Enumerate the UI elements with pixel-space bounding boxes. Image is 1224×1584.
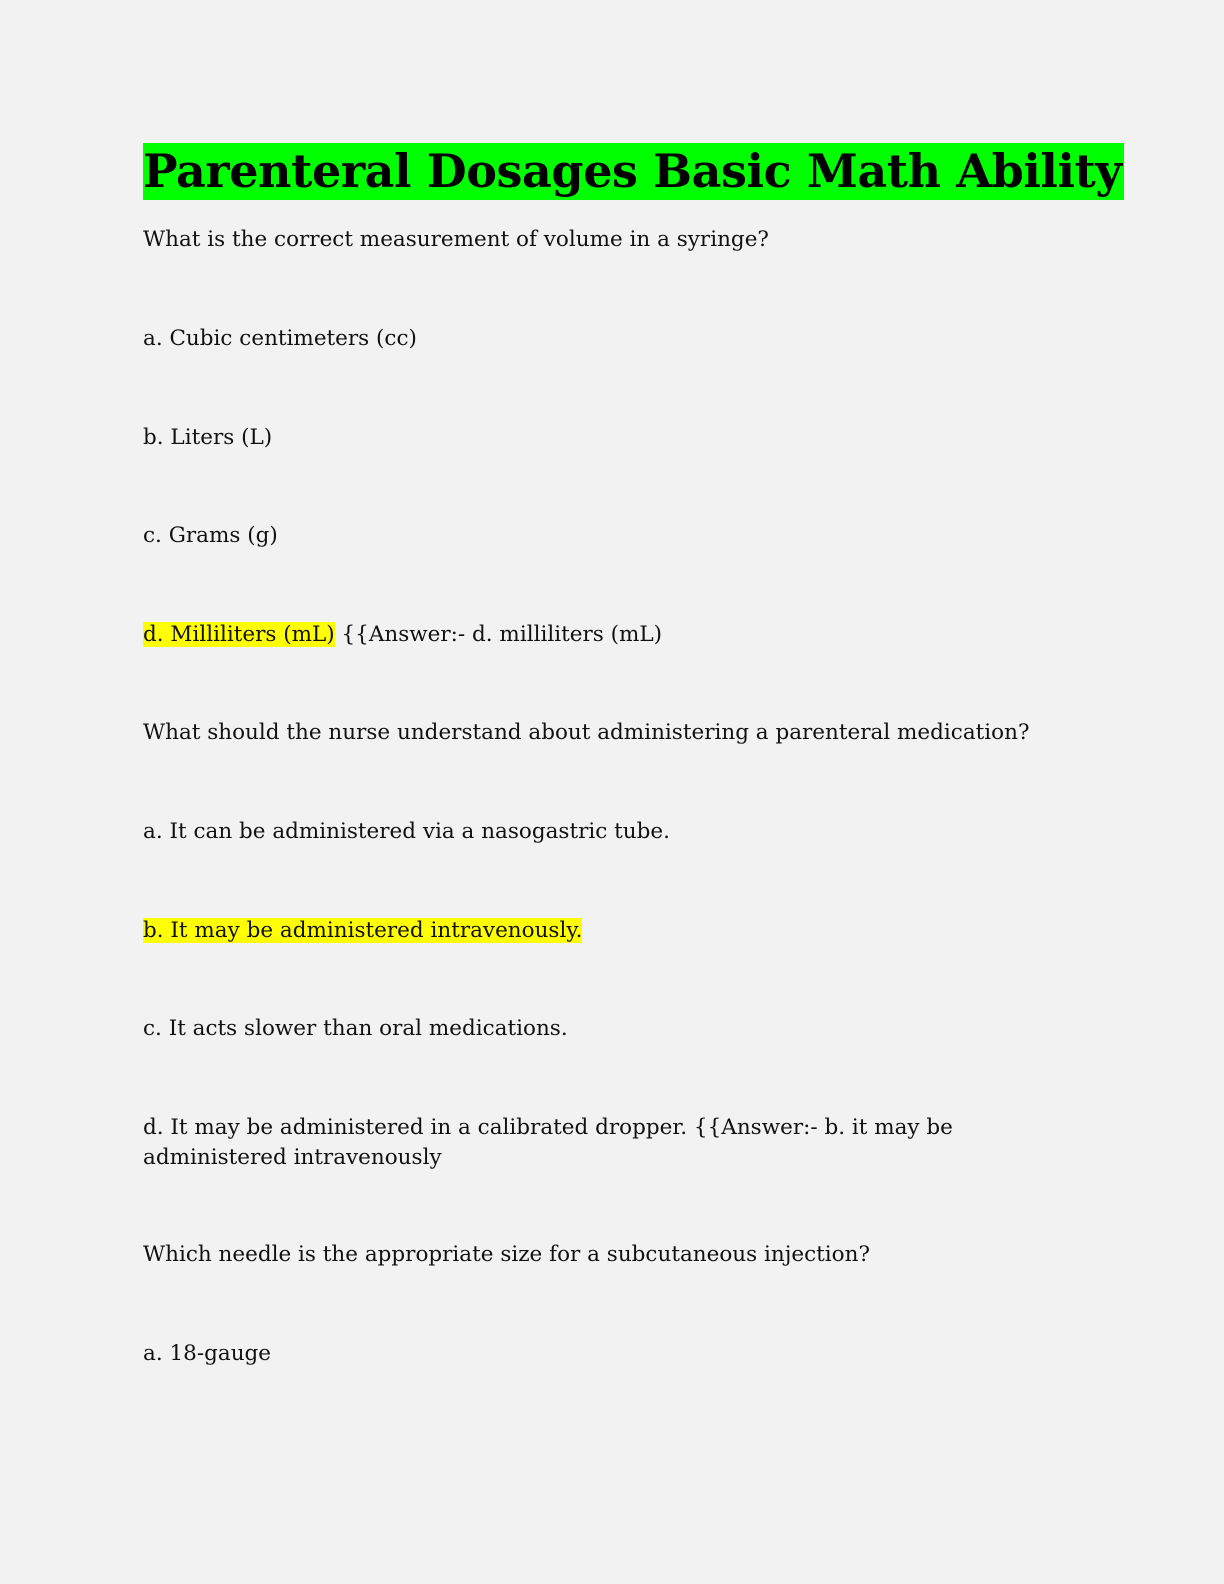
question-1-option-b: b. Liters (L) [143,425,273,450]
question-2-option-c: c. It acts slower than oral medications. [143,1016,568,1041]
question-3-option-a: a. 18-gauge [143,1341,272,1366]
page-title: Parenteral Dosages Basic Math Ability [143,144,1122,198]
question-2-option-b-highlighted: b. It may be administered intravenously. [143,918,583,943]
question-1-answer-note: {{Answer:- d. milliliters (mL) [334,622,663,647]
question-2-answer-note: {{Answer:- b. it may be administered intravenously [143,1115,953,1170]
question-1-option-d-line [143,620,662,650]
question-2-option-d-line [143,1113,1083,1173]
question-1-text: What is the correct measurement of volume in a syringe? [143,227,769,252]
question-1-option-d-highlighted: d. Milliliters (mL) [143,622,335,647]
question-1-option-c: c. Grams (g) [143,523,278,548]
question-2-option-d: d. It may be administered in a calibrated dropper. [143,1115,688,1140]
question-3-text: Which needle is the appropriate size for a subcutaneous injection? [143,1242,870,1267]
question-1-option-a: a. Cubic centimeters (cc) [143,326,417,351]
question-2-text: What should the nurse understand about administering a parenteral medication? [143,720,1030,745]
question-2-option-a: a. It can be administered via a nasogastric tube. [143,819,670,844]
question-2-option-b-line [143,916,582,946]
